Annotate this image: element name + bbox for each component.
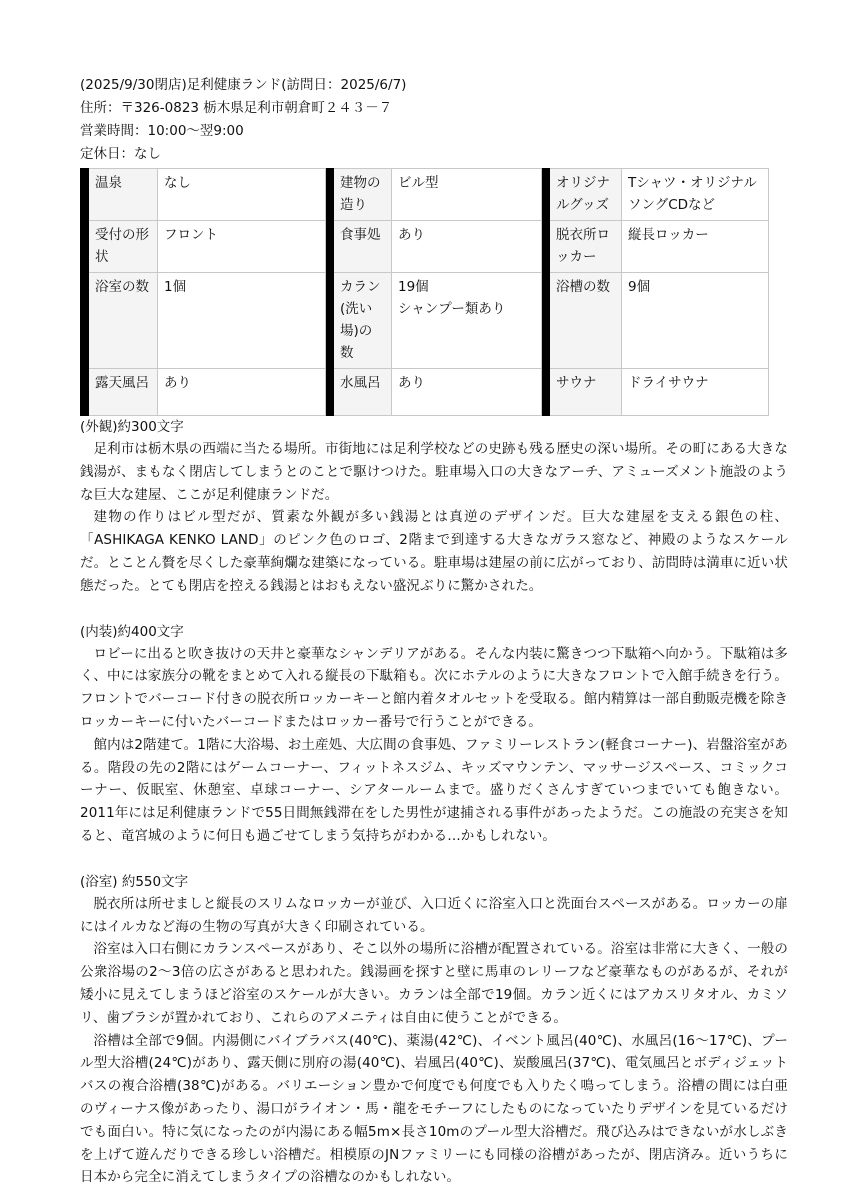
- section-title-bathroom: (浴室) 約550文字: [80, 873, 189, 890]
- info-value-locker: 縦長ロッカー: [622, 221, 769, 273]
- row-marker-bar: [326, 221, 334, 273]
- document-title: (2025/9/30閉店)足利健康ランド(訪問日：2025/6/7): [80, 77, 407, 93]
- section-bathroom: [80, 871, 788, 1189]
- info-label-sauna: サウナ: [550, 369, 622, 416]
- info-label-cold-bath: 水風呂: [334, 369, 392, 416]
- row-marker-bar: [326, 273, 334, 369]
- row-marker-bar: [542, 273, 550, 369]
- info-value-faucets: 19個 シャンプー類あり: [392, 273, 542, 369]
- info-label-outdoor-bath: 露天風呂: [89, 369, 158, 416]
- exterior-paragraph-1: 足利市は栃木県の西端に当たる場所。市街地には足利学校などの史跡も残る歴史の深い場所。その町にある大きな銭湯が、まもなく閉店してしまうとのことで駆けつけた。駐車場入口の大きなアーチ、アミューズメント施設のような巨大な建屋、ここが足利健康ランドだ。: [80, 441, 788, 503]
- exterior-paragraph-2: 建物の作りはビル型だが、質素な外観が多い銭湯とは真逆のデザインだ。巨大な建屋を支える銀色の柱、「ASHIKAGA KENKO LAND」のピンク色のロゴ、2階まで到達する大きなガラス窓など、神殿のようなスケールだ。とことん贅を尽くした豪華絢爛な建築になっている。駐車場は建屋の前に広がっており、訪問時は満車に近い状態だった。とても閉店を控える銭湯とはおもえない盛況ぶりに驚かされた。: [80, 509, 788, 594]
- info-label-goods: オリジナルグッズ: [550, 169, 622, 221]
- row-marker-bar: [326, 369, 334, 416]
- info-value-tubs: 9個: [622, 273, 769, 369]
- interior-paragraph-2: 館内は2階建て。1階に大浴場、お土産処、大広間の食事処、ファミリーレストラン(軽食コーナー)、岩盤浴室がある。階段の先の2階にはゲームコーナー、フィットネスジム、キッズマウンテン、マッサージスペース、コミックコーナー、仮眠室、休憩室、卓球コーナー、シアタールームまで。盛りだくさんすぎていつまでいても飽きない。2011年には足利健康ランドで55日間無銭滞在をした男性が逮捕される事件があったようだ。この施設の充実さを知ると、竜宮城のように何日も過ごせてしまう気持ちがわかる…かもしれない。: [80, 736, 788, 844]
- row-marker-bar: [81, 273, 89, 369]
- header-block: [80, 74, 788, 166]
- info-label-building: 建物の造り: [334, 169, 392, 221]
- info-row: [81, 221, 769, 273]
- row-marker-bar: [81, 369, 89, 416]
- info-row: [81, 273, 769, 369]
- info-label-faucets: カラン(洗い場)の数: [334, 273, 392, 369]
- hours-line: 営業時間：10:00〜翌9:00: [80, 123, 244, 139]
- info-value-reception: フロント: [158, 221, 326, 273]
- facility-info-table: [80, 168, 769, 416]
- info-value-cold-bath: あり: [392, 369, 542, 416]
- bathroom-paragraph-3: 浴槽は全部で9個。内湯側にバイブラバス(40℃)、薬湯(42℃)、イベント風呂(40℃)、水風呂(16〜17℃)、プール型大浴槽(24℃)があり、露天側に別府の湯(40℃)、岩風呂(40℃)、炭酸風呂(37℃)、電気風呂とボディジェットバスの複合浴槽(38℃)がある。バリエーション豊かで何度でも何度でも入りたく鳴ってしまう。浴槽の間には白亜のヴィーナス像があったり、湯口がライオン・馬・龍をモチーフにしたものになっていたりデザインを見ているだけでも面白い。特に気になったのが内湯にある幅5m×長さ10mのプール型大浴槽だ。飛び込みはできないが水しぶきを上げて遊んだりできる珍しい浴槽だ。相模原のJNファミリーにも同様の浴槽があったが、閉店済み。近いうちに日本から完全に消えてしまうタイプの浴槽なのかもしれない。: [80, 1032, 788, 1186]
- info-label-reception: 受付の形状: [89, 221, 158, 273]
- section-title-interior: (内装)約400文字: [80, 623, 184, 640]
- info-label-locker: 脱衣所ロッカー: [550, 221, 622, 273]
- section-exterior: [80, 416, 788, 598]
- row-marker-bar: [542, 369, 550, 416]
- row-marker-bar: [81, 169, 89, 221]
- row-marker-bar: [542, 221, 550, 273]
- info-value-sauna: ドライサウナ: [622, 369, 769, 416]
- bathroom-paragraph-1: 脱衣所は所せましと縦長のスリムなロッカーが並び、入口近くに浴室入口と洗面台スペースがある。ロッカーの扉にはイルカなど海の生物の写真が大きく印刷されている。: [80, 895, 788, 935]
- info-value-outdoor-bath: あり: [158, 369, 326, 416]
- section-interior: [80, 621, 788, 848]
- row-marker-bar: [81, 221, 89, 273]
- info-label-tubs: 浴槽の数: [550, 273, 622, 369]
- info-value-bathrooms: 1個: [158, 273, 326, 369]
- info-label-onsen: 温泉: [89, 169, 158, 221]
- info-label-restaurant: 食事処: [334, 221, 392, 273]
- info-value-building: ビル型: [392, 169, 542, 221]
- row-marker-bar: [542, 169, 550, 221]
- info-value-onsen: なし: [158, 169, 326, 221]
- info-value-restaurant: あり: [392, 221, 542, 273]
- address-line: 住所：〒326-0823 栃木県足利市朝倉町２４３－７: [80, 100, 393, 116]
- info-label-bathrooms: 浴室の数: [89, 273, 158, 369]
- interior-paragraph-1: ロビーに出ると吹き抜けの天井と豪華なシャンデリアがある。そんな内装に驚きつつ下駄箱へ向かう。下駄箱は多く、中には家族分の靴をまとめて入れる縦長の下駄箱も。次にホテルのように大きなフロントで入館手続きを行う。フロントでバーコード付きの脱衣所ロッカーキーと館内着タオルセットを受取る。館内精算は一部自動販売機を除きロッカーキーに付いたバーコードまたはロッカー番号で行うことができる。: [80, 645, 788, 730]
- row-marker-bar: [326, 169, 334, 221]
- closed-day-line: 定休日：なし: [80, 146, 161, 162]
- info-row: [81, 169, 769, 221]
- section-title-exterior: (外観)約300文字: [80, 419, 184, 435]
- info-value-goods: Tシャツ・オリジナルソングCDなど: [622, 169, 769, 221]
- bathroom-paragraph-2: 浴室は入口右側にカランスペースがあり、そこ以外の場所に浴槽が配置されている。浴室は非常に大きく、一般の公衆浴場の2〜3倍の広さがあると思われた。銭湯画を探すと壁に馬車のレリーフなど豪華なものがあるが、それが矮小に見えてしまうほど浴室のスケールが大きい。カランは全部で19個。カラン近くにはアカスリタオル、カミソリ、歯ブラシが置かれており、これらのアメニティは自由に使うことができる。: [80, 941, 788, 1026]
- info-row: [81, 369, 769, 416]
